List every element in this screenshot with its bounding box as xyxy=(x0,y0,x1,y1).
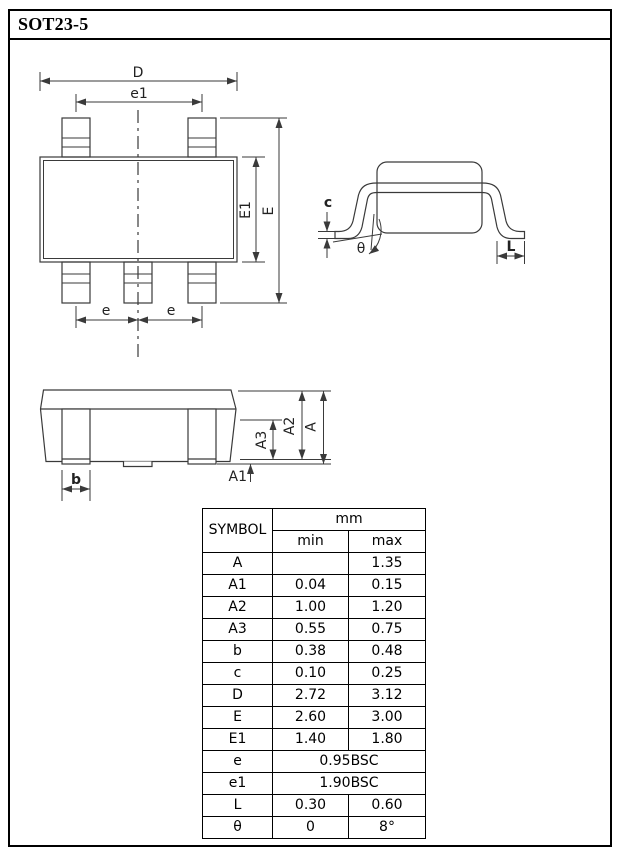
cell-symbol: L xyxy=(203,795,273,817)
cell-min: 0.04 xyxy=(273,575,349,597)
cell-symbol: E xyxy=(203,707,273,729)
table-row xyxy=(203,795,426,817)
cell-max: 0.15 xyxy=(349,575,426,597)
front-lead-left xyxy=(62,409,90,464)
lead-left-gullwing xyxy=(335,183,377,239)
table-row xyxy=(203,597,426,619)
cell-min: 2.72 xyxy=(273,685,349,707)
table-row xyxy=(203,553,426,575)
cell-min: 0.10 xyxy=(273,663,349,685)
side-body-outline xyxy=(377,162,482,233)
cell-max: 0.25 xyxy=(349,663,426,685)
cell-max: 3.12 xyxy=(349,685,426,707)
cell-max: 1.35 xyxy=(349,553,426,575)
cell-symbol: A1 xyxy=(203,575,273,597)
pin-bottom-right xyxy=(188,262,216,303)
side-view-drawing xyxy=(318,162,525,264)
cell-symbol: e1 xyxy=(203,773,273,795)
dim-label-E1: E1 xyxy=(238,201,254,219)
cell-min: 1.00 xyxy=(273,597,349,619)
top-view-drawing xyxy=(40,65,287,358)
cell-min: 0.55 xyxy=(273,619,349,641)
cell-max: 0.60 xyxy=(349,795,426,817)
page-title: SOT23-5 xyxy=(18,14,89,34)
cell-min xyxy=(273,553,349,575)
cell-max: 0.48 xyxy=(349,641,426,663)
table-row xyxy=(203,707,426,729)
dim-label-theta: θ xyxy=(356,241,366,257)
table-row xyxy=(203,751,426,773)
table-row xyxy=(203,685,426,707)
front-lead-center-stub xyxy=(124,462,153,467)
cell-symbol: E1 xyxy=(203,729,273,751)
cell-symbol: b xyxy=(203,641,273,663)
cell-symbol: D xyxy=(203,685,273,707)
dim-label-A2: A2 xyxy=(282,416,298,436)
cell-span-value: 1.90BSC xyxy=(273,773,426,795)
table-row xyxy=(203,575,426,597)
pin-bottom-left xyxy=(62,262,90,303)
header-unit: mm xyxy=(273,509,426,531)
front-view-drawing xyxy=(41,390,332,501)
table-row xyxy=(203,619,426,641)
front-lead-right xyxy=(188,409,216,464)
cell-min: 0 xyxy=(273,817,349,839)
table-row xyxy=(203,663,426,685)
cell-min: 2.60 xyxy=(273,707,349,729)
table-row xyxy=(203,817,426,839)
cell-symbol: e xyxy=(203,751,273,773)
dim-label-b: b xyxy=(70,472,82,488)
dimension-e-pitch xyxy=(76,306,202,328)
header-min: min xyxy=(273,531,349,553)
cell-max: 1.80 xyxy=(349,729,426,751)
table-row xyxy=(203,729,426,751)
cell-max: 1.20 xyxy=(349,597,426,619)
dimension-c xyxy=(318,212,337,258)
lead-right-gullwing xyxy=(482,183,525,239)
cell-min: 0.38 xyxy=(273,641,349,663)
cell-max: 8° xyxy=(349,817,426,839)
dim-label-A1: A1 xyxy=(228,469,247,485)
cell-max: 3.00 xyxy=(349,707,426,729)
header-max: max xyxy=(349,531,426,553)
dim-label-c: c xyxy=(323,195,333,211)
dim-label-L: L xyxy=(506,239,516,255)
pin-top-right xyxy=(188,118,216,157)
table-row xyxy=(203,641,426,663)
cell-symbol: c xyxy=(203,663,273,685)
cell-symbol: A3 xyxy=(203,619,273,641)
table-row xyxy=(203,773,426,795)
header-symbol: SYMBOL xyxy=(203,509,273,553)
table-header-row xyxy=(203,509,426,531)
cell-min: 0.30 xyxy=(273,795,349,817)
cell-symbol: A2 xyxy=(203,597,273,619)
dim-label-e1: e1 xyxy=(130,86,148,102)
cell-span-value: 0.95BSC xyxy=(273,751,426,773)
cell-symbol: A xyxy=(203,553,273,575)
cell-min: 1.40 xyxy=(273,729,349,751)
dimension-table xyxy=(202,508,426,839)
dim-label-D: D xyxy=(132,65,144,81)
cell-max: 0.75 xyxy=(349,619,426,641)
dim-label-A: A xyxy=(303,422,320,432)
dim-label-e-right: e xyxy=(166,303,176,319)
pin-top-left xyxy=(62,118,90,157)
dim-label-E: E xyxy=(261,206,277,216)
dim-label-e-left: e xyxy=(101,303,111,319)
dim-label-A3: A3 xyxy=(254,430,270,450)
cell-symbol: θ xyxy=(203,817,273,839)
